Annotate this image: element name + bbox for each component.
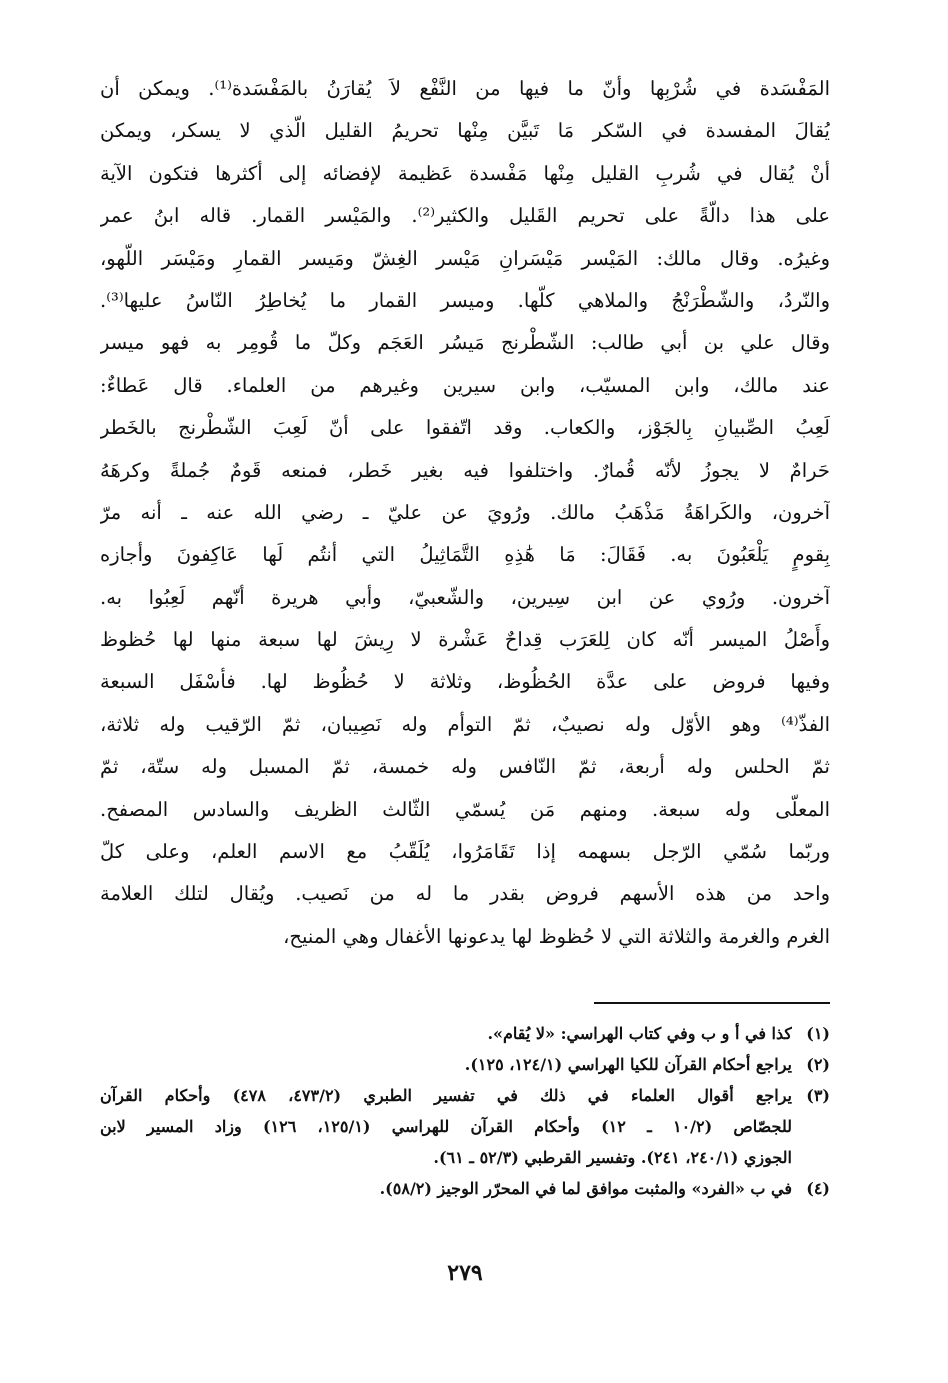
footnote-separator (594, 1002, 830, 1004)
text-line-5: وغيرُه. وقال مالك: المَيْسر مَيْسَرانِ مَيْسر الغِشّ ومَيسر القمارِ ومَيْسَر اللّهو، (100, 246, 830, 270)
text-line-18: المعلّى وله سبعة. ومنهم مَن يُسمّي الثّالث الظريف والسادس المصفح. (100, 797, 830, 821)
text-line-16: الفذّ⁽⁴⁾ وهو الأوّل وله نصيبٌ، ثمّ التوأم وله نَصِيبان، ثمّ الرّقيب وله ثلاثة، (100, 712, 830, 736)
text-line-13: آخرون. ورُوي عن ابن سِيرين، والشّعبيّ، وأبي هريرة أنّهم لَعِبُوا به. (100, 585, 830, 609)
text-line-4: على هذا دالّةً على تحريم القَليل والكثير⁽²⁾. والمَيْسر القمار. قاله ابنُ عمر (100, 204, 830, 228)
footnote-text: يراجع أحكام القرآن للكيا الهراسي (١٢٤/١، ١٢٥). (464, 1055, 792, 1074)
text-line-9: لَعِبُ الصِّبيانِ بِالجَوْز، والكعاب. وقد اتّفقوا على أنّ لَعِبَ الشّطْرنج بالخَطر (100, 416, 830, 440)
text-line-17: ثمّ الحلس وله أربعة، ثمّ النّافس وله خمسة، ثمّ المسبل وله ستّة، ثمّ (100, 755, 830, 779)
text-line-6: والنّردُ، والشّطْرَنْجُ والملاهي كلّها. وميسر القمار ما يُخاطِرُ النّاسُ عليها⁽³⁾. (100, 288, 830, 312)
text-line-3: أنْ يُقال في شُربِ القليل مِنْها مَفْسدة عَظيمة لإفضائه إلى أكثرها فتكون الآية (100, 161, 830, 185)
footnotes (100, 1018, 830, 1204)
page-number: ٢٧٩ (447, 1260, 483, 1286)
main-text (100, 68, 830, 958)
text-line-10: حَرامٌ لا يجوزُ لأنّه قُمارٌ. واختلفوا فيه بغير خَطر، فمنعه قَومٌ جُملةً وكرهَهُ (100, 458, 830, 482)
footnote-number: (٤) (806, 1179, 830, 1198)
text-line-21: الغرم والغرمة والثلاثة التي لا حُظوظ لها يدعونها الأغفال وهي المنيح، (283, 924, 830, 948)
text-line-14: وأَصْلُ الميسر أنّه كان لِلعَرَب قِداحٌ عَشْرة لا رِيشَ لها سبعة منها لها حُظوظ (100, 628, 830, 652)
text-line-19: وربّما سُمّي الرّجل بسهمه إذا تَقَامَرُوا، يُلَقّبُ مع الاسم العلم، وعلى كلّ (100, 840, 830, 864)
book-page (100, 60, 830, 1360)
footnote-text: كذا في أ و ب وفي كتاب الهراسي: «لا يُقام». (487, 1024, 792, 1043)
footnote-2 (100, 1049, 830, 1080)
text-line-15: وفيها فروض على عدَّة الحُظُوظ، وثلاثة لا حُظُوظ لها. فأسْفَل السبعة (100, 670, 830, 694)
text-line-2: يُقالَ المفسدة في السّكر مَا تَبيَّن مِنْها تحريمُ القليل الّذي لا يسكر، ويمكن (100, 119, 830, 143)
footnote-text: يراجع أقوال العلماء في ذلك في تفسير الطبري (٤٧٣/٢، ٤٧٨) وأحكام القرآن (100, 1086, 792, 1105)
footnote-text: الجوزي (٢٤٠/١، ٢٤١). وتفسير القرطبي (٥٢/٣ ـ ٦١). (433, 1148, 792, 1167)
footnote-number: (٢) (806, 1055, 830, 1074)
text-line-11: آخرون، والكَراهَةُ مَذْهَبُ مالك. ورُويَ عن عليّ ـ رضي الله عنه ـ أنه مرّ (100, 500, 830, 524)
footnote-text: للجصّاص (١٠/٢ ـ ١٢) وأحكام القرآن للهراسي (١٢٥/١، ١٢٦) وزاد المسير لابن (100, 1117, 792, 1136)
text-line-1: المَفْسَدة في شُرْبِها وأنّ ما فيها من النَّفْع لاَ يُقارَنُ بالمَفْسَدة⁽¹⁾. ويمكن أن (100, 77, 830, 100)
footnote-1 (100, 1018, 830, 1049)
text-line-12: بِقومٍ يَلْعَبُونَ به. فَقَالَ: مَا هَٰذِهِ التَّمَاثِيلُ التي أنتُم لَها عَاكِفونَ وأجازه (100, 543, 830, 567)
footnote-3 (100, 1080, 830, 1173)
text-line-20: واحد من هذه الأسهم فروض بقدر ما له من نَصيب. ويُقال لتلك العلامة (100, 882, 830, 906)
footnote-number: (٣) (806, 1086, 830, 1105)
footnote-number: (١) (806, 1024, 830, 1043)
footnote-text: في ب «الفرد» والمثبت موافق لما في المحرّر الوجيز (٥٨/٢). (379, 1179, 792, 1198)
text-line-7: وقال علي بن أبي طالب: الشّطْرنج مَيسُر العَجَم وكلّ ما قُومِر به فهو ميسر (100, 331, 830, 355)
text-line-8: عند مالك، وابن المسيّب، وابن سيرين وغيرهم من العلماء. قال عَطاءٌ: (100, 373, 830, 397)
footnote-4 (100, 1173, 830, 1204)
